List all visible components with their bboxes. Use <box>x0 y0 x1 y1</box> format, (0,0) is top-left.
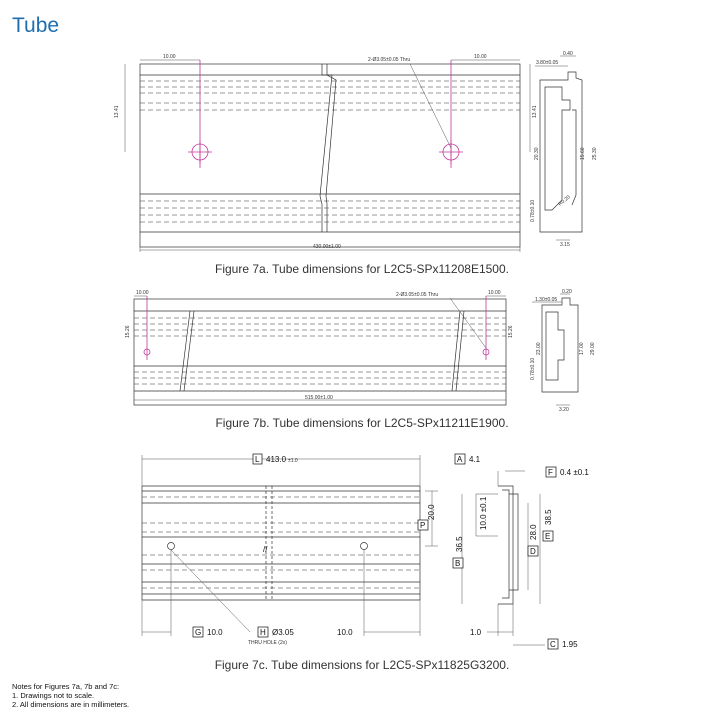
fig7a-length: 430.00±1.00 <box>313 244 341 250</box>
fig7a-height-left: 13.41 <box>114 105 120 118</box>
fig7a-wall-top: 0.40 <box>563 51 573 57</box>
figure-7b-caption: Figure 7b. Tube dimensions for L2C5-SPx11211E1900. <box>215 416 509 430</box>
fig7c-C-value: 1.95 <box>562 640 578 649</box>
figure-7c-side-view <box>453 454 589 649</box>
fig7b-right-offset: 10.00 <box>488 290 501 296</box>
figure-7c-front-view <box>142 454 438 646</box>
fig7a-hole-note: 2-Ø3.05±0.05 Thru <box>368 57 411 63</box>
fig7b-side-b: 17.00 <box>579 342 585 355</box>
fig7a-side-b: 15.60 <box>580 147 586 160</box>
fig7b-height-left: 15.26 <box>125 325 131 338</box>
fig7a-base: 3.15 <box>560 242 570 248</box>
fig7c-A-letter: A <box>457 455 463 464</box>
fig7a-foot: 0.78±0.10 <box>530 199 536 222</box>
fig7b-side-a: 23.00 <box>536 342 542 355</box>
fig7c-C-letter: C <box>550 640 556 649</box>
fig7b-left-offset: 10.00 <box>136 290 149 296</box>
figure-7b-front-view <box>125 290 514 405</box>
fig7c-L-letter: L <box>255 455 260 464</box>
fig7c-H-note: THRU HOLE (2x) <box>248 640 287 646</box>
fig7c-P-letter: P <box>420 521 426 530</box>
fig7b-length: 515.00±1.00 <box>305 395 333 401</box>
figure-7a-front-view <box>114 54 538 252</box>
notes-block <box>12 682 129 709</box>
notes-item: 2. All dimensions are in millimeters. <box>12 700 130 709</box>
page-title: Tube <box>12 14 60 37</box>
figure-7a-side-view <box>530 51 598 248</box>
fig7a-inner-top: 3.80±0.05 <box>536 60 559 66</box>
notes-item: 1. Drawings not to scale. <box>12 691 95 700</box>
fig7c-D-value: 28.0 <box>529 524 538 540</box>
fig7c-bottom: 1.0 <box>470 628 482 637</box>
fig7b-foot: 0.78±0.10 <box>530 357 536 380</box>
fig7c-L-tol: ±1.0 <box>288 458 298 464</box>
fig7c-P-value: 20.0 <box>427 504 436 520</box>
fig7c-F-value: 0.4 ±0.1 <box>560 468 589 477</box>
fig7b-inner-top: 1.30±0.05 <box>535 297 558 303</box>
fig7a-side-c: 25.30 <box>592 147 598 160</box>
fig7c-L-value: 413.0 <box>266 455 287 464</box>
fig7c-G-letter: G <box>195 628 202 637</box>
fig7a-left-offset: 10.00 <box>163 54 176 60</box>
fig7a-height-right: 13.41 <box>532 105 538 118</box>
figure-7b-side-view <box>530 289 596 413</box>
fig7b-hole-note: 2-Ø3.05±0.05 Thru <box>396 292 439 298</box>
fig7c-D-letter: D <box>530 547 536 556</box>
fig7c-B-letter: B <box>455 559 461 568</box>
fig7c-H-value: Ø3.05 <box>272 628 294 637</box>
fig7c-A-value: 4.1 <box>469 455 481 464</box>
fig7c-G-value: 10.0 <box>207 628 223 637</box>
fig7b-wall-top: 0.20 <box>562 289 572 295</box>
fig7c-E-value: 38.5 <box>544 509 553 525</box>
fig7c-inner-h: 10.0 ±0.1 <box>479 496 488 530</box>
fig7b-base: 3.20 <box>559 407 569 413</box>
notes-heading: Notes for Figures 7a, 7b and 7c: <box>12 682 120 691</box>
figure-7c-caption: Figure 7c. Tube dimensions for L2C5-SPx11825G3200. <box>214 658 510 672</box>
fig7b-height-right: 15.26 <box>508 325 514 338</box>
fig7c-E-letter: E <box>545 532 551 541</box>
fig7c-F-letter: F <box>548 468 553 477</box>
fig7a-side-a: 20.30 <box>534 147 540 160</box>
fig7c-B-value: 36.5 <box>455 536 464 552</box>
fig7c-H-letter: H <box>260 628 266 637</box>
figure-7a-caption: Figure 7a. Tube dimensions for L2C5-SPx11208E1500. <box>215 262 509 276</box>
svg-text://: // <box>263 545 268 554</box>
fig7c-right-offset: 10.0 <box>337 628 353 637</box>
fig7a-corner: R0.20 <box>557 194 572 208</box>
fig7a-right-offset: 10.00 <box>474 54 487 60</box>
fig7b-side-c: 29.00 <box>590 342 596 355</box>
